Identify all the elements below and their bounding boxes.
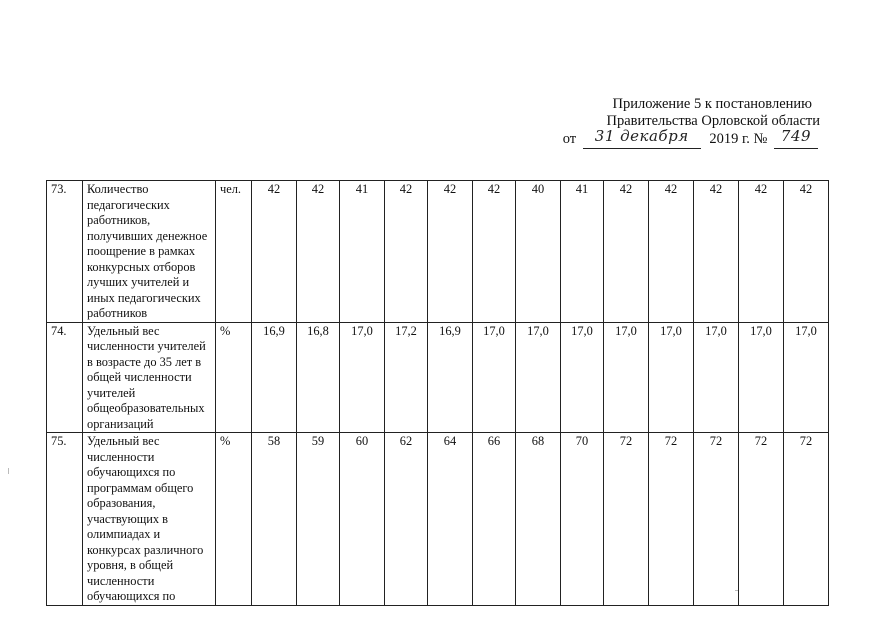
value-cell: 72 — [739, 433, 784, 606]
value-cell: 41 — [561, 181, 604, 323]
date-field — [583, 127, 701, 149]
value-cell: 16,8 — [297, 322, 340, 433]
indicator-name: Удельный вес численности обучающихся по программам общего образования, участвующих в олимпиадах и конкурсах различного уровня, в общей численности обучающихся по — [83, 433, 216, 606]
value-cell: 64 — [428, 433, 473, 606]
value-cell: 72 — [649, 433, 694, 606]
value-cell: 42 — [385, 181, 428, 323]
value-cell: 42 — [784, 181, 829, 323]
value-cell: 41 — [340, 181, 385, 323]
value-cell: 68 — [516, 433, 561, 606]
value-cell: 17,0 — [694, 322, 739, 433]
handwritten-date: 31 декабря — [594, 127, 689, 145]
value-cell: 42 — [694, 181, 739, 323]
handwritten-number: 749 — [780, 127, 812, 145]
row-number: 75. — [47, 433, 83, 606]
value-cell: 60 — [340, 433, 385, 606]
unit-cell: % — [216, 433, 252, 606]
value-cell: 58 — [252, 433, 297, 606]
value-cell: 72 — [694, 433, 739, 606]
value-cell: 17,2 — [385, 322, 428, 433]
value-cell: 17,0 — [739, 322, 784, 433]
value-cell: 42 — [252, 181, 297, 323]
indicator-name: Количество педагогических работников, получивших денежное поощрение в рамках конкурсных отборов лучших учителей и иных педагогических работников — [83, 181, 216, 323]
value-cell: 17,0 — [516, 322, 561, 433]
value-cell: 17,0 — [784, 322, 829, 433]
indicators-table — [46, 180, 829, 606]
indicator-name: Удельный вес численности учителей в возрасте до 35 лет в общей численности учителей общеобразовательных организаций — [83, 322, 216, 433]
value-cell: 42 — [604, 181, 649, 323]
value-cell: 72 — [604, 433, 649, 606]
value-cell: 17,0 — [473, 322, 516, 433]
value-cell: 62 — [385, 433, 428, 606]
table-row — [47, 433, 829, 606]
value-cell: 72 — [784, 433, 829, 606]
value-cell: 40 — [516, 181, 561, 323]
from-label: от — [562, 131, 577, 147]
value-cell: 16,9 — [428, 322, 473, 433]
number-field — [774, 127, 818, 149]
scan-artifact — [735, 590, 738, 591]
decree-date-line — [540, 127, 840, 149]
value-cell: 17,0 — [604, 322, 649, 433]
value-cell: 42 — [739, 181, 784, 323]
year-label: 2019 г. № — [709, 131, 768, 147]
value-cell: 17,0 — [561, 322, 604, 433]
government-name: Правительства Орловской области — [606, 113, 820, 129]
value-cell: 17,0 — [340, 322, 385, 433]
value-cell: 42 — [473, 181, 516, 323]
unit-cell: чел. — [216, 181, 252, 323]
value-cell: 16,9 — [252, 322, 297, 433]
table-row — [47, 181, 829, 323]
value-cell: 59 — [297, 433, 340, 606]
value-cell: 42 — [649, 181, 694, 323]
table-row — [47, 322, 829, 433]
value-cell: 42 — [297, 181, 340, 323]
value-cell: 17,0 — [649, 322, 694, 433]
value-cell: 66 — [473, 433, 516, 606]
document-header — [540, 96, 840, 149]
unit-cell: % — [216, 322, 252, 433]
appendix-title: Приложение 5 к постановлению — [612, 96, 812, 112]
row-number: 74. — [47, 322, 83, 433]
scan-artifact — [8, 468, 9, 474]
row-number: 73. — [47, 181, 83, 323]
value-cell: 42 — [428, 181, 473, 323]
value-cell: 70 — [561, 433, 604, 606]
